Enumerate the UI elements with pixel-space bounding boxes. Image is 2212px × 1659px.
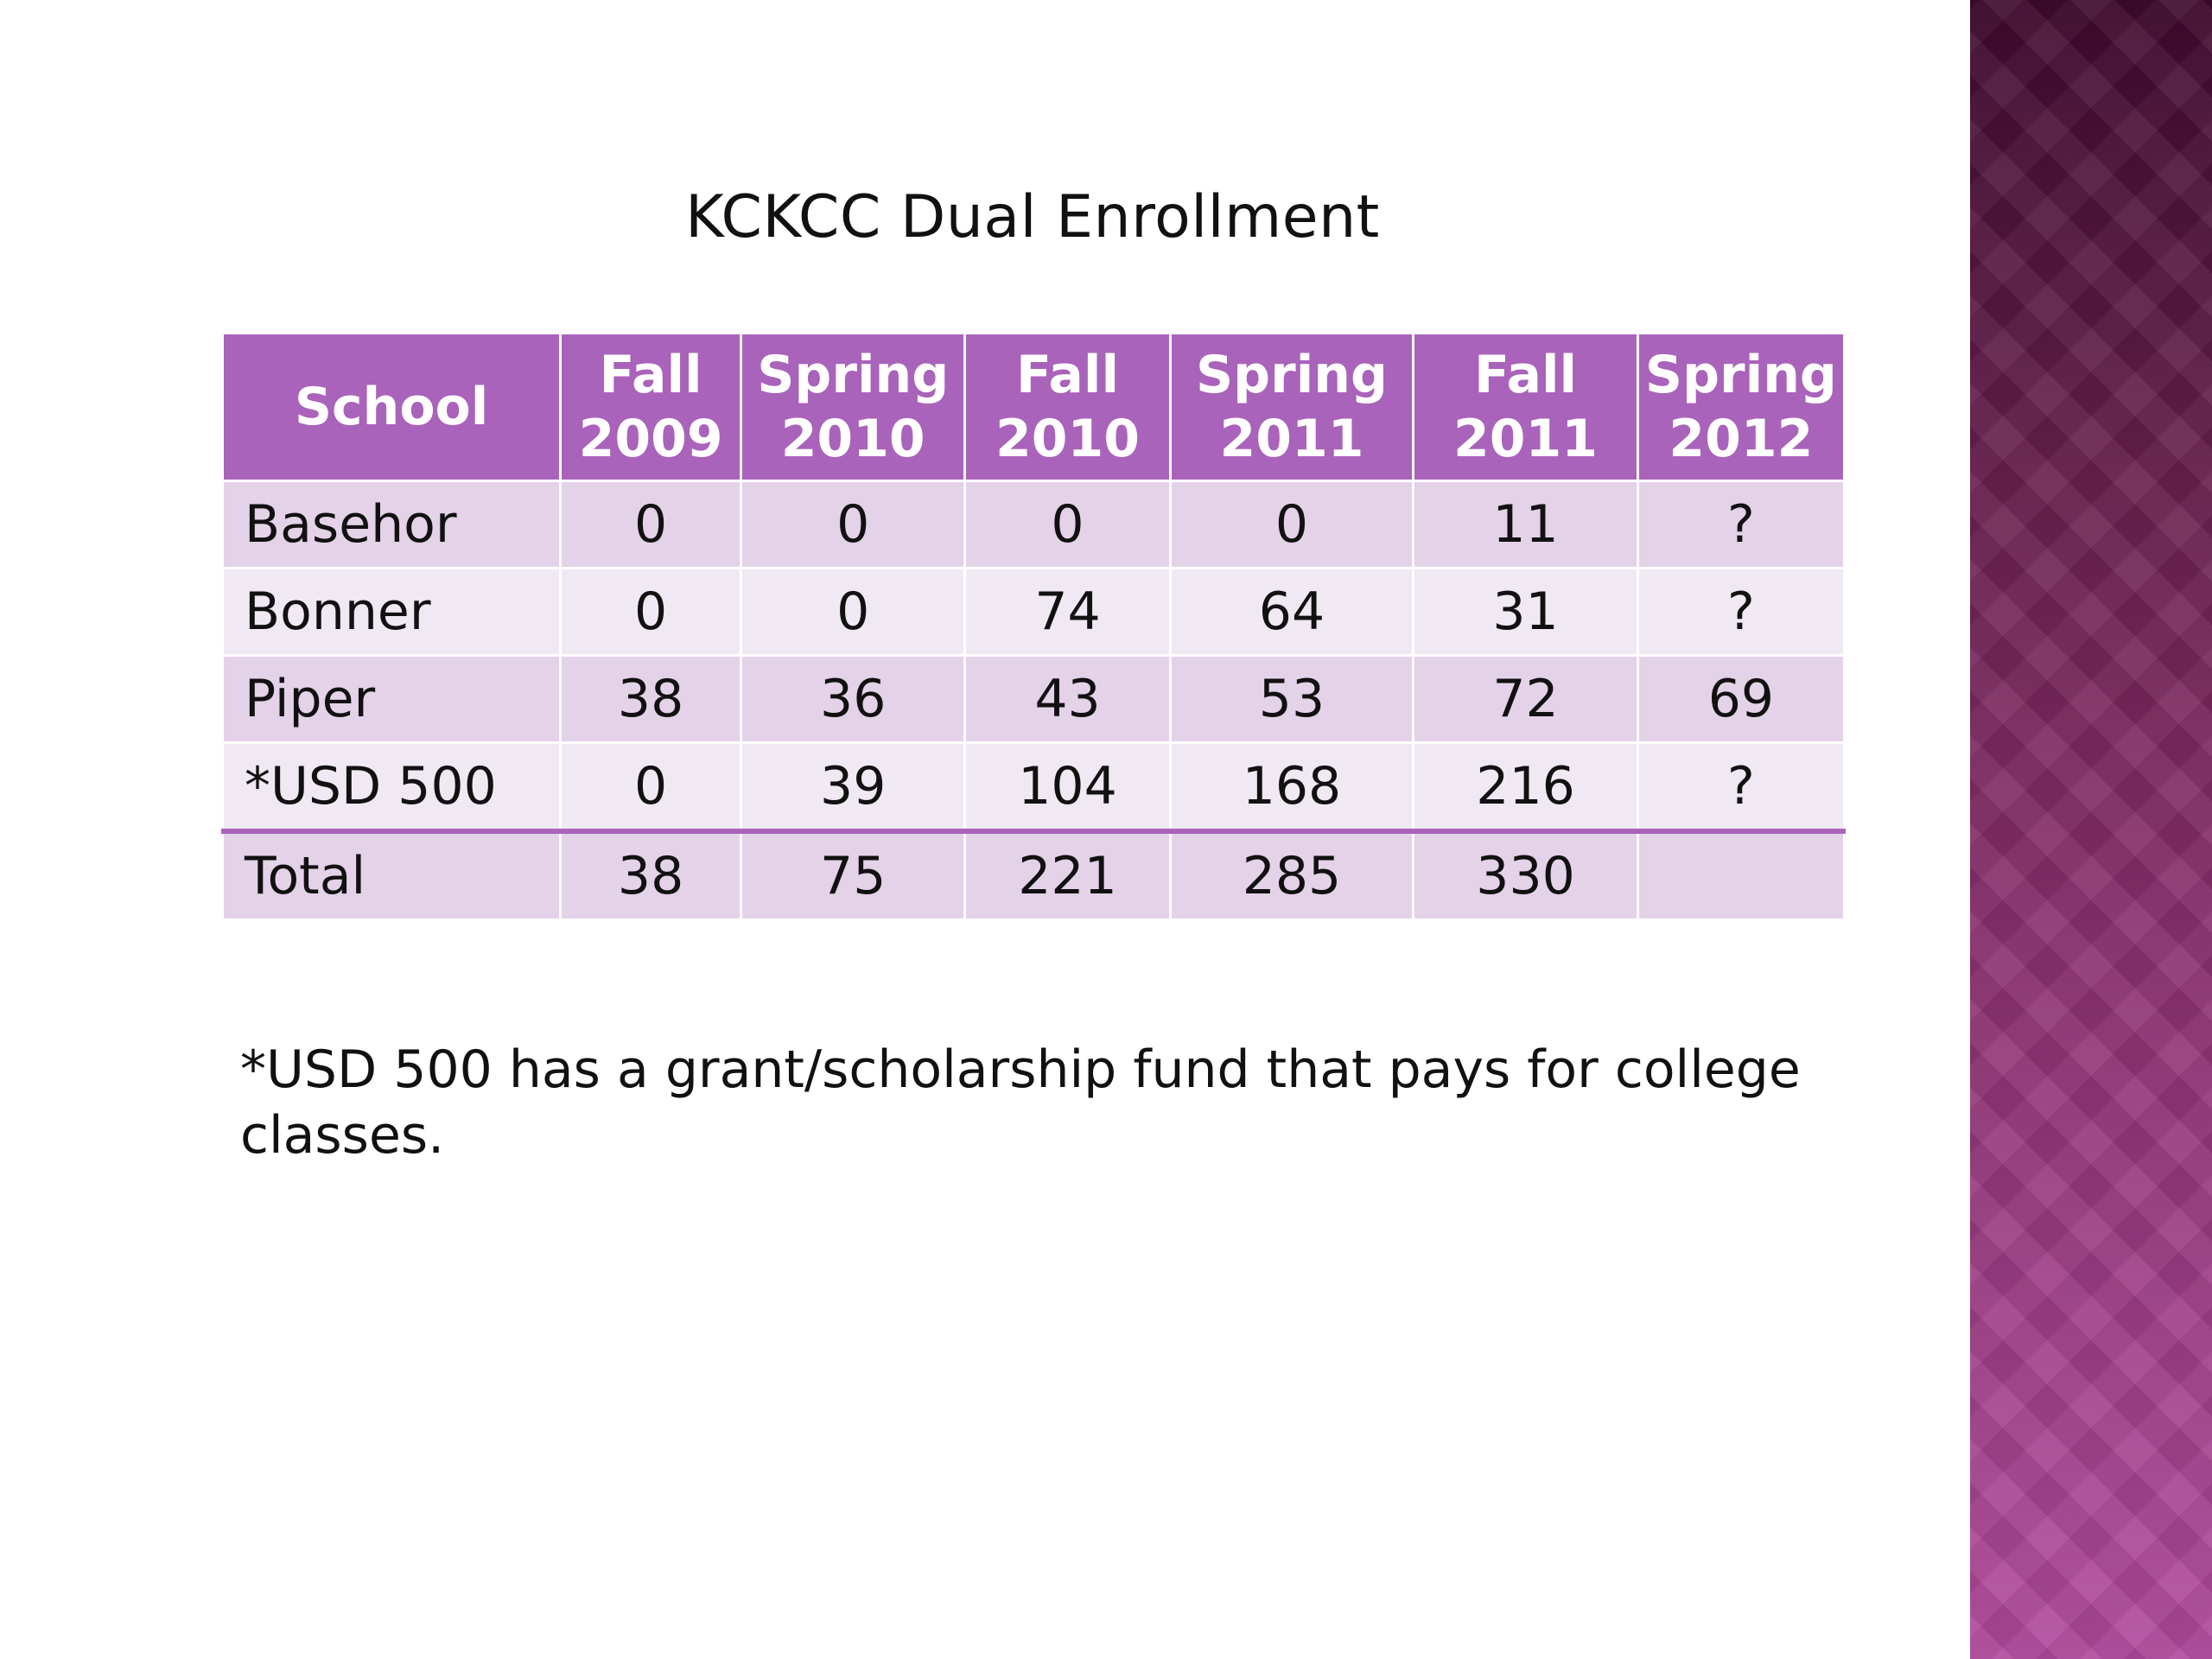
header-school: School: [223, 334, 561, 481]
cell-school: Bonner: [223, 569, 561, 656]
cell-value: 31: [1414, 569, 1637, 656]
cell-value: 104: [965, 743, 1170, 832]
cell-school: Piper: [223, 656, 561, 743]
cell-value: ?: [1637, 569, 1844, 656]
cell-value: 0: [741, 481, 964, 569]
cell-school: *USD 500: [223, 743, 561, 832]
slide-title: KCKCC Dual Enrollment: [685, 183, 1380, 251]
cell-value: 74: [965, 569, 1170, 656]
cell-total: 221: [965, 831, 1170, 920]
cell-value: 0: [561, 743, 741, 832]
cell-value: 38: [561, 656, 741, 743]
header-fall-2011: Fall 2011: [1414, 334, 1637, 481]
table-row-bonner: [223, 569, 1845, 656]
cell-value: 168: [1170, 743, 1414, 832]
table-row-piper: [223, 656, 1845, 743]
header-spring-2012: Spring 2012: [1637, 334, 1844, 481]
cell-total: 38: [561, 831, 741, 920]
cell-value: 0: [561, 481, 741, 569]
cell-value: 36: [741, 656, 964, 743]
table-row-total: [223, 831, 1845, 920]
cell-value: 11: [1414, 481, 1637, 569]
cell-total: 285: [1170, 831, 1414, 920]
cell-value: ?: [1637, 481, 1844, 569]
cell-total: [1637, 831, 1844, 920]
cell-value: 0: [965, 481, 1170, 569]
cell-value: 39: [741, 743, 964, 832]
cell-value: 64: [1170, 569, 1414, 656]
cell-value: 72: [1414, 656, 1637, 743]
header-spring-2010: Spring 2010: [741, 334, 964, 481]
cell-value: 0: [741, 569, 964, 656]
header-row: [223, 334, 1845, 481]
cell-total: 330: [1414, 831, 1637, 920]
cell-school: Total: [223, 831, 561, 920]
header-fall-2009: Fall 2009: [561, 334, 741, 481]
footnote: *USD 500 has a grant/scholarship fund that pays for college classes.: [240, 1039, 1801, 1166]
cell-value: ?: [1637, 743, 1844, 832]
cell-value: 43: [965, 656, 1170, 743]
cell-value: 53: [1170, 656, 1414, 743]
cell-value: 69: [1637, 656, 1844, 743]
header-fall-2010: Fall 2010: [965, 334, 1170, 481]
table-row-basehor: [223, 481, 1845, 569]
table-row-usd-500: [223, 743, 1845, 832]
enrollment-table: [221, 332, 1846, 921]
cell-value: 216: [1414, 743, 1637, 832]
cell-total: 75: [741, 831, 964, 920]
cell-school: Basehor: [223, 481, 561, 569]
cell-value: 0: [1170, 481, 1414, 569]
header-spring-2011: Spring 2011: [1170, 334, 1414, 481]
cell-value: 0: [561, 569, 741, 656]
